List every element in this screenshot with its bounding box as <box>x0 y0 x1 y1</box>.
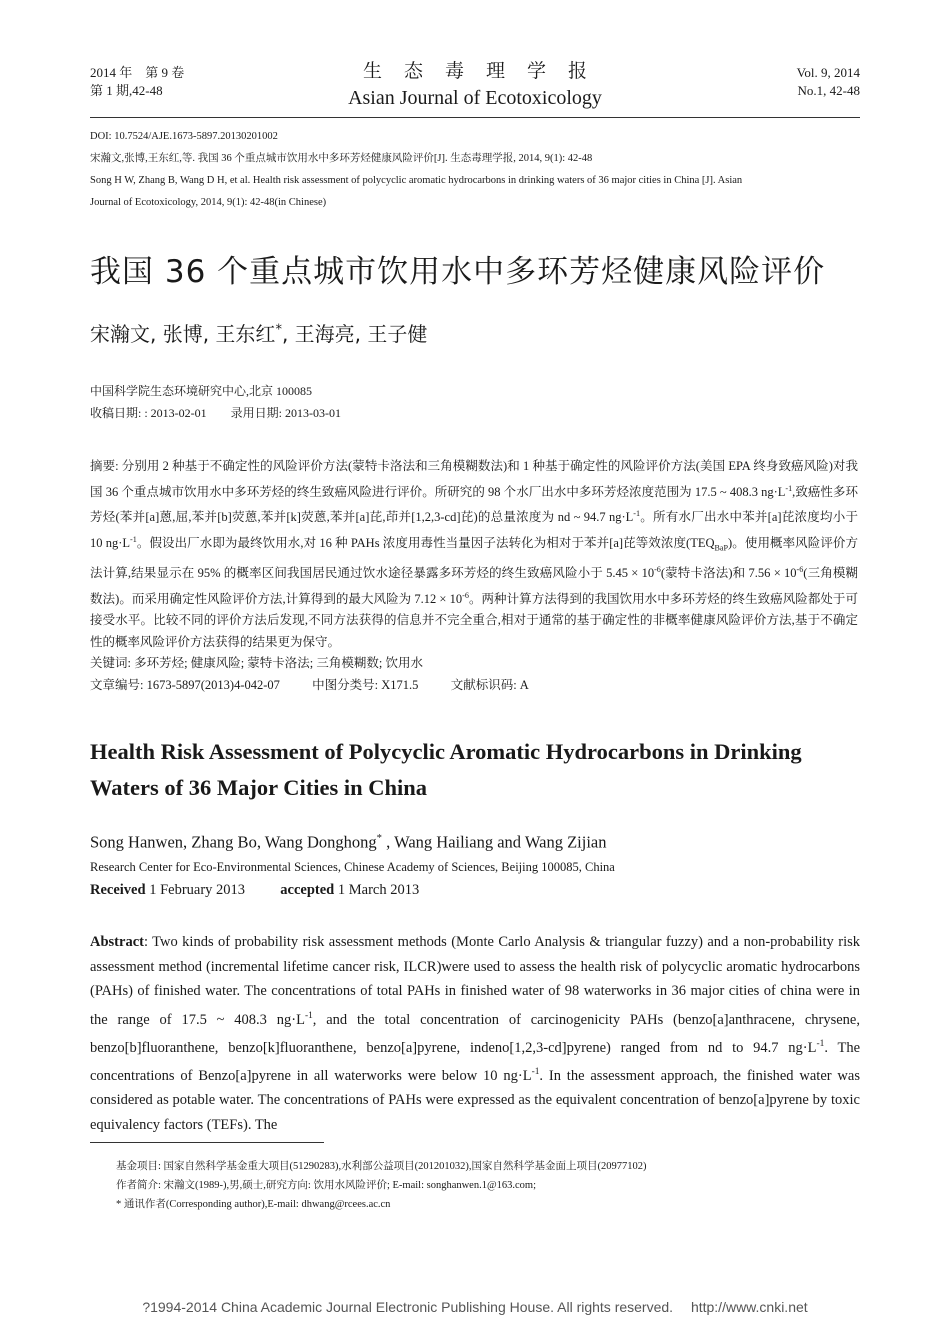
abstract-cn-text: ,致癌性多环芳烃(苯并[a]蒽,屈,苯并[b]荧蒽,苯并[k]荧蒽,苯并[a]芘,茚并[1,2,3-cd]芘)的总量浓度为 nd ~ 94.7 ng·L <box>90 484 858 525</box>
superscript: -1 <box>304 1010 313 1021</box>
citation-cn: 宋瀚文,张博,王东红,等. 我国 36 个重点城市饮用水中多环芳烃健康风险评价[J]. 生态毒理学报, 2014, 9(1): 42-48 <box>90 153 593 164</box>
affiliation-block-cn <box>90 380 341 424</box>
authors-cn <box>90 318 427 347</box>
affiliation-en: Research Center for Eco-Environmental Sciences, Chinese Academy of Sciences, Beijing 100085, China <box>90 860 615 874</box>
abstract-cn-text: 。所有水厂出水中苯并[a]芘浓度均小于 10 ng·L <box>90 510 859 550</box>
dates-cn: 收稿日期: : 2013-02-01 录用日期: 2013-03-01 <box>90 406 341 420</box>
keywords-cn: 关键词: 多环芳烃; 健康风险; 蒙特卡洛法; 三角模糊数; 饮用水 <box>90 656 423 671</box>
affiliation-cn: 中国科学院生态环境研究中心,北京 100085 <box>90 384 313 398</box>
superscript: -1 <box>633 509 641 519</box>
abstract-cn-text: 摘要: 分别用 2 种基于不确定性的风险评价方法(蒙特卡洛法和三角模糊数法)和 1 种基于确定性的风险评价方法(美国 EPA 终身致癌风险)对我国 36 个重点城市饮用水中多环芳烃的终生致癌风险进行评价。所研究的 98 个水厂出水中多环芳烃浓度范围为 17.5 ~ 408.3 ng·L <box>90 459 858 499</box>
title-cn: 我国 36 个重点城市饮用水中多环芳烃健康风险评价 <box>90 254 826 290</box>
abstract-cn-text: 。两种计算方法得到的我国饮用水中多环芳烃的终生致癌风险都处于可接受水平。比较不同的评价方法后发现,不同方法获得的信息并不完全重合,相对于通常的基于确定性的非概率健康风险评价方法,基于不确定性的概率风险评价方法获得的结果更为保守。 <box>90 591 858 649</box>
abstract-en-text: . In the assessment approach, the finished water was considered as potable water. The concentrations of PAHs were expressed as the equivalent concentration of benzo[a]pyrene by toxic equivalency factors (TEFs). The <box>90 1067 860 1133</box>
title-en: Health Risk Assessment of Polycyclic Aromatic Hydrocarbons in Drinking Waters of 36 Major Cities in China <box>90 739 802 800</box>
subscript: BaP <box>714 543 729 553</box>
corresponding-mark-en: * <box>376 832 382 844</box>
authors-en-part2: , Wang Hailiang and Wang Zijian <box>382 832 607 852</box>
article-number: 文章编号: 1673-5897(2013)4-042-07 <box>90 677 280 692</box>
superscript: -6 <box>462 590 469 600</box>
abstract-cn-text: (蒙特卡洛法)和 7.56 × 10 <box>660 566 797 581</box>
header-right-issue <box>797 64 860 100</box>
accepted-date: 1 March 2013 <box>337 882 420 898</box>
abstract-en-label: Abstract <box>90 934 144 950</box>
journal-masthead <box>310 56 640 110</box>
footnote-author: 作者简介: 宋瀚文(1989-),男,硕士,研究方向: 饮用水风险评价; E-mail: songhanwen.1@163.com; <box>116 1180 537 1191</box>
document-code: 文献标识码: A <box>450 677 529 692</box>
abstract-en <box>90 930 860 1137</box>
authors-en <box>90 832 606 853</box>
footnote-corresponding: * 通讯作者(Corresponding author),E-mail: dhwang@rcees.ac.cn <box>116 1199 391 1210</box>
abstract-en-text: , and the total concentration of carcinogenicity PAHs (benzo[a]anthracene, chrysene, benzo[b]fluoranthene, benzo[k]fluoranthene, benzo[a]pyrene, indeno[1,2,3-cd]pyrene) ranged from nd to 94.7 ng·L <box>90 1011 860 1056</box>
classification-line <box>90 675 858 697</box>
citation-block <box>90 126 860 214</box>
abstract-cn-text: )。使用概率风险评价方法计算,结果显示在 95% 的概率区间我国居民通过饮水途径暴露多环芳烃的终生致癌风险小于 5.45 × 10 <box>90 535 858 581</box>
abstract-cn <box>90 456 858 696</box>
abstract-cn-text: 。假设出厂水即为最终饮用水,对 16 种 PAHs 浓度用毒性当量因子法转化为相对于苯并[a]芘等效浓度(TEQ <box>136 535 715 550</box>
journal-name-cn: 生态毒理学报 <box>362 61 609 82</box>
footnote-rule <box>90 1142 324 1143</box>
header-rule <box>90 117 860 118</box>
superscript: -6 <box>796 564 804 574</box>
authors-cn-part2: , 王海亮, 王子健 <box>281 322 428 346</box>
received-line <box>90 882 419 899</box>
abstract-en-text: : Two kinds of probability risk assessment methods (Monte Carlo Analysis & triangular fuzzy) and a non-probability risk assessment method (incremental lifetime cancer risk, ILCR)were used to assess the health risk of polycyclic aromatic hydrocarbons (PAHs) of finished water. The concentrations of total PAHs in finished water of 98 waterworks in 36 major cities of china were in the range of 17.5 ~ 408.3 ng·L <box>90 934 860 1028</box>
copyright-notice: ?1994-2014 China Academic Journal Electronic Publishing House. All rights reserved. http://www.cnki.net <box>142 1299 808 1315</box>
superscript: -1 <box>130 534 137 544</box>
header-year-volume: 2014 年 第 9 卷 <box>90 65 185 80</box>
superscript: -6 <box>654 564 661 574</box>
superscript: -1 <box>531 1067 540 1078</box>
abstract-cn-text: (三角模糊数法)。而采用确定性风险评价方法,计算得到的最大风险为 7.12 × 10 <box>90 566 858 606</box>
authors-en-part1: Song Hanwen, Zhang Bo, Wang Donghong <box>90 832 377 852</box>
received-label: Received <box>90 882 146 898</box>
corresponding-mark-cn: * <box>275 322 282 338</box>
accepted-label: accepted <box>280 882 335 898</box>
superscript: -1 <box>816 1038 825 1049</box>
clc-number: 中图分类号: X171.5 <box>312 677 419 692</box>
journal-name-en: Asian Journal of Ecotoxicology <box>348 87 602 109</box>
authors-cn-part1: 宋瀚文, 张博, 王东红 <box>90 322 276 346</box>
header-issue-pages: 第 1 期,42-48 <box>90 83 163 98</box>
citation-en-line2: Journal of Ecotoxicology, 2014, 9(1): 42-48(in Chinese) <box>90 197 327 208</box>
doi: DOI: 10.7524/AJE.1673-5897.20130201002 <box>90 131 278 142</box>
citation-en-line1: Song H W, Zhang B, Wang D H, et al. Health risk assessment of polycyclic aromatic hydrocarbons in drinking waters of 36 major cities in China [J]. Asian <box>90 175 743 186</box>
header-issue-en: No.1, 42-48 <box>797 83 860 98</box>
superscript: -1 <box>785 483 793 493</box>
header-volume-en: Vol. 9, 2014 <box>796 65 860 80</box>
footnote-fund: 基金项目: 国家自然科学基金重大项目(51290283),水利部公益项目(201201032),国家自然科学基金面上项目(20977102) <box>116 1161 647 1172</box>
received-date: 1 February 2013 <box>149 882 246 898</box>
footnotes <box>116 1157 860 1214</box>
abstract-en-text: . The concentrations of Benzo[a]pyrene in all waterworks were below 10 ng·L <box>90 1039 861 1084</box>
header-left-issue <box>90 64 184 100</box>
